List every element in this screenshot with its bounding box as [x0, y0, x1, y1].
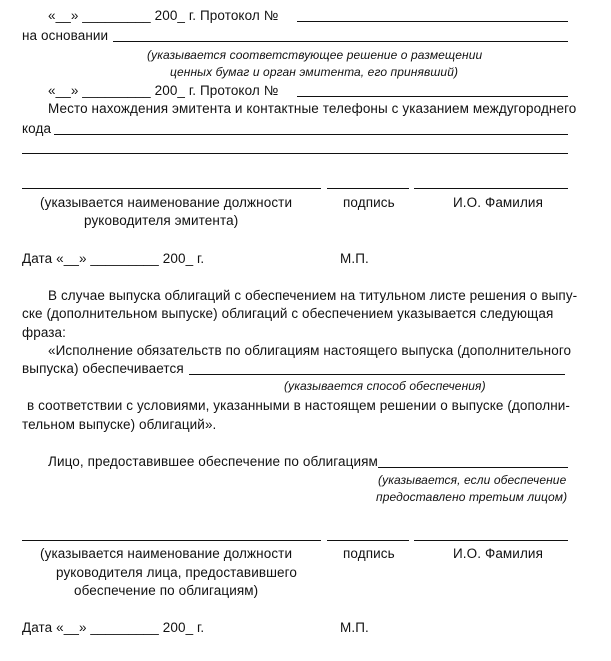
date-line-2: Дата «__» _________ 200_ г. [22, 620, 205, 635]
collateral-para-line-1: В случае выпуска облигаций с обеспечением на титульном листе решения о выпу- [48, 288, 578, 303]
basis-field [113, 41, 568, 42]
protocol-line-1: «__» _________ 200_ г. Протокол № [48, 8, 279, 23]
date-line-1: Дата «__» _________ 200_ г. [22, 251, 205, 266]
phrase-line-1: «Исполнение обязательств по облигациям настоящего выпуска (дополнительного [48, 343, 572, 358]
signature-caption-2: подпись [343, 546, 395, 561]
signature-field-2 [327, 540, 409, 541]
position-caption-2b: руководителя лица, предоставившего [56, 565, 297, 580]
location-field-1 [54, 134, 568, 135]
basis-note-1: (указывается соответствующее решение о размещении [147, 48, 483, 62]
seal-label-2: М.П. [340, 620, 369, 635]
guarantor-label: Лицо, предоставившее обеспечение по облигациям [48, 454, 378, 469]
protocol-number-field-2 [297, 96, 568, 97]
position-caption-2a: (указывается наименование должности [40, 546, 293, 561]
signature-caption-1: подпись [343, 195, 395, 210]
location-field-2 [22, 153, 568, 154]
phrase-line-4: тельном выпуске) облигаций». [22, 417, 217, 432]
guarantor-note-2: предоставлено третьим лицом) [376, 490, 568, 504]
basis-label: на основании [22, 28, 109, 43]
protocol-number-field-1 [297, 21, 568, 22]
name-caption-2: И.О. Фамилия [453, 546, 543, 561]
collateral-para-line-2: ске (дополнительном выпуске) облигаций с обеспечением указывается следующая [22, 306, 554, 321]
location-line-2: кода [22, 121, 52, 136]
name-field-1 [414, 188, 568, 189]
position-caption-1b: руководителя эмитента) [84, 213, 239, 228]
name-field-2 [414, 540, 568, 541]
name-caption-1: И.О. Фамилия [453, 195, 543, 210]
position-field-2 [22, 540, 321, 541]
protocol-line-2: «__» _________ 200_ г. Протокол № [48, 83, 279, 98]
phrase-line-2: выпуска) обеспечивается [22, 361, 184, 376]
collateral-para-line-3: фраза: [22, 325, 67, 340]
phrase-line-3: в соответствии с условиями, указанными в настоящем решении о выпуске (дополни- [27, 398, 571, 413]
guarantor-field [378, 467, 568, 468]
position-caption-1a: (указывается наименование должности [40, 195, 293, 210]
signature-field-1 [327, 188, 409, 189]
method-note: (указывается способ обеспечения) [284, 379, 486, 393]
collateral-method-field [189, 374, 565, 375]
position-field-1 [22, 188, 321, 189]
guarantor-note-1: (указывается, если обеспечение [378, 473, 567, 487]
seal-label-1: М.П. [340, 251, 369, 266]
basis-note-2: ценных бумаг и орган эмитента, его принявший) [170, 65, 459, 79]
location-line-1: Место нахождения эмитента и контактные телефоны с указанием междугороднего [48, 101, 577, 116]
position-caption-2c: обеспечение по облигациям) [74, 583, 259, 598]
